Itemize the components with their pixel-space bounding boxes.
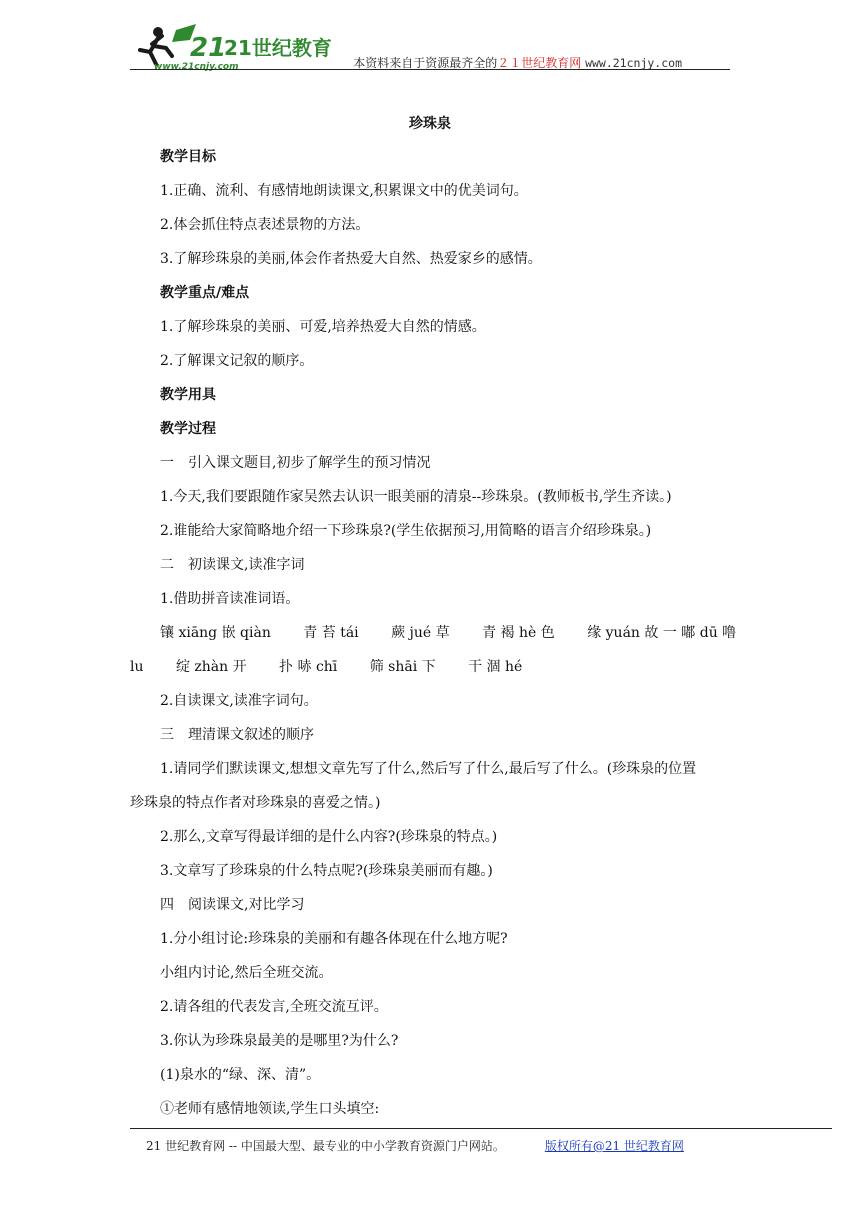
pinyin-line: 镶 xiāng 嵌 qiàn 青 苔 tái 蕨 jué 草 青 褐 hè 色 缘 yuán 故 一 嘟 dū 噜	[160, 625, 737, 641]
paragraph: 小组内讨论,然后全班交流。	[160, 965, 333, 981]
paragraph: 2.谁能给大家简略地介绍一下珍珠泉?(学生依据预习,用简略的语言介绍珍珠泉。)	[160, 523, 652, 539]
site-logo	[132, 22, 332, 72]
svg-text:www.21cnjy.com: www.21cnjy.com	[154, 62, 239, 72]
header-site-name[interactable]: ２１世纪教育网	[497, 56, 582, 70]
paragraph: (1)泉水的“绿、深、清”。	[160, 1067, 321, 1083]
heading-key-points: 教学重点/难点	[160, 285, 250, 301]
paragraph: 1.分小组讨论:珍珠泉的美丽和有趣各体现在什么地方呢?	[160, 931, 508, 947]
heading-materials: 教学用具	[160, 387, 216, 403]
paragraph: 1.请同学们默读课文,想想文章先写了什么,然后写了什么,最后写了什么。(珍珠泉的位置	[160, 761, 697, 777]
header-divider	[130, 69, 730, 70]
paragraph: 1.今天,我们要跟随作家吴然去认识一眼美丽的清泉--珍珠泉。(教师板书,学生齐读。)	[160, 489, 672, 505]
key-point-item: 1.了解珍珠泉的美丽、可爱,培养热爱大自然的情感。	[160, 319, 486, 335]
key-point-item: 2.了解课文记叙的顺序。	[160, 353, 314, 369]
page-header	[128, 22, 730, 72]
paragraph: 2.请各组的代表发言,全班交流互评。	[160, 999, 388, 1015]
goal-item: 1.正确、流利、有感情地朗读课文,积累课文中的优美词句。	[160, 183, 528, 199]
page-title: 珍珠泉	[409, 116, 451, 132]
heading-goals: 教学目标	[160, 149, 216, 165]
paragraph-continuation: 珍珠泉的特点作者对珍珠泉的喜爱之情。)	[130, 795, 381, 811]
paragraph: 3.你认为珍珠泉最美的是哪里?为什么?	[160, 1033, 399, 1049]
section-heading: 四 阅读课文,对比学习	[160, 897, 305, 913]
section-heading: 二 初读课文,读准字词	[160, 557, 305, 573]
paragraph: 2.那么,文章写得最详细的是什么内容?(珍珠泉的特点。)	[160, 829, 498, 845]
header-prefix: 本资料来自于资源最齐全的	[353, 56, 498, 70]
section-heading: 一 引入课文题目,初步了解学生的预习情况	[160, 455, 431, 471]
heading-process: 教学过程	[160, 421, 216, 437]
svg-text:21世纪教育: 21世纪教育	[224, 36, 332, 60]
section-heading: 三 理清课文叙述的顺序	[160, 727, 314, 743]
goal-item: 2.体会抓住特点表述景物的方法。	[160, 217, 370, 233]
document-body	[130, 108, 737, 1126]
svg-text:21: 21	[190, 33, 227, 63]
paragraph: 2.自读课文,读准字词句。	[160, 693, 318, 709]
footer-text: 21 世纪教育网 -- 中国最大型、最专业的中小学教育资源门户网站。	[146, 1139, 505, 1153]
paragraph: ①老师有感情地领读,学生口头填空:	[160, 1101, 380, 1117]
paragraph: 3.文章写了珍珠泉的什么特点呢?(珍珠泉美丽而有趣。)	[160, 863, 493, 879]
paragraph: 1.借助拼音读准词语。	[160, 591, 300, 607]
header-site-url[interactable]: www.21cnjy.com	[585, 56, 682, 70]
goal-item: 3.了解珍珠泉的美丽,体会作者热爱大自然、热爱家乡的感情。	[160, 251, 542, 267]
pinyin-line: lu 绽 zhàn 开 扑 哧 chī 筛 shāi 下 干 涸 hé	[130, 659, 523, 675]
footer-divider	[130, 1128, 832, 1129]
copyright-link[interactable]: 版权所有@21 世纪教育网	[544, 1139, 684, 1153]
page-footer	[146, 1137, 684, 1154]
